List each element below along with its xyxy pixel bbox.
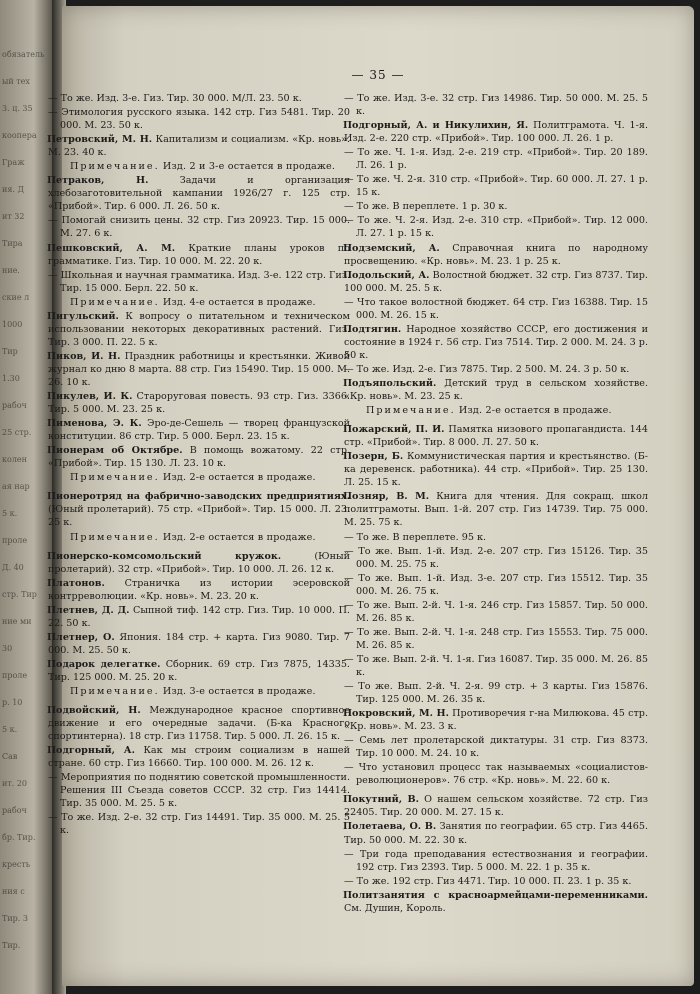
catalog-entry bbox=[48, 444, 350, 470]
entry-text: — То же. 192 стр. Гиз 4471. Тир. 10 000. П. 23. 1 р. 35 к. bbox=[344, 875, 632, 887]
left-page-fragment: ит. 20 bbox=[2, 779, 28, 788]
left-page-fragment: бр. Тир. bbox=[2, 833, 36, 842]
catalog-entry bbox=[344, 269, 648, 295]
catalog-entry bbox=[344, 626, 648, 652]
entry-author: Петраков, Н. bbox=[47, 175, 149, 187]
left-page-fragment: р. 10 bbox=[2, 698, 23, 707]
left-page-fragment: Сав bbox=[2, 752, 18, 761]
entry-text: Краткие планы уроков по грамматике. Гиз. Тир. 10 000. М. 22. 20 к. bbox=[48, 242, 350, 267]
entry-author: Пиков, И. Н. bbox=[47, 350, 121, 362]
entry-author: Позерн, Б. bbox=[343, 451, 404, 463]
entry-text: Сыпной тиф. 142 стр. Гиз. Тир. 10 000. П. 22. 50 к. bbox=[48, 604, 350, 629]
left-page-fragment: 5 к. bbox=[2, 725, 18, 734]
entry-text: — То же. Вып. 2-й. Ч. 1-я. 246 стр. Гиз 15857. Тир. 50 000. М. 26. 85 к. bbox=[344, 599, 648, 624]
note-entry bbox=[48, 160, 350, 173]
entry-text: Староруговая повесть. 93 стр. Гиз. 3366. Тир. 5 000. М. 23. 25 к. bbox=[48, 391, 350, 416]
entry-author: Подтягин. bbox=[343, 323, 402, 335]
catalog-entry bbox=[48, 604, 350, 630]
catalog-entry bbox=[48, 214, 350, 240]
left-page-fragment: рабоч bbox=[2, 806, 27, 815]
entry-text: — То же. Изд. 3-е. Гиз. Тир. 30 000. М/Л. 23. 50 к. bbox=[48, 93, 302, 104]
left-page-fragment: 1000 bbox=[2, 320, 23, 329]
entry-text: — То же. Изд. 2-е. Гиз 7875. Тир. 2 500. М. 24. 3 р. 50 к. bbox=[344, 363, 630, 375]
catalog-entry bbox=[48, 92, 350, 105]
entry-text: — То же. Вып. 2-й. Ч. 2-я. 99 стр. + 3 карты. Гиз 15876. Тир. 125 000. М. 26. 35 к. bbox=[344, 681, 648, 706]
entry-text: — То же. Вып. 2-й. Ч. 1-я. Гиз 16087. Тир. 35 000. М. 26. 85 к. bbox=[344, 653, 648, 678]
entry-author: Подарок делегатке. bbox=[47, 658, 161, 670]
entry-author: Петровский, М. Н. bbox=[47, 134, 153, 146]
entry-text: Как мы строим социализм в нашей стране. 60 стр. Гиз 16660. Тир. 100 000. М. 26. 12 к. bbox=[48, 745, 350, 770]
catalog-entry bbox=[344, 680, 648, 706]
catalog-entry bbox=[344, 653, 648, 679]
entry-text: Сборник. 69 стр. Гиз 7875, 14335. Тир. 125 000. М. 25. 20 к. bbox=[48, 658, 350, 683]
entry-text: — Школьная и научная грамматика. Изд. 3-е. 122 стр. Гиз. Тир. 15 000. Берл. 22. 50 к. bbox=[48, 269, 350, 294]
entry-text: — То же. Вып. 1-й. Изд. 3-е. 207 стр. Гиз 15512. Тир. 35 000. М. 26. 75 к. bbox=[344, 572, 648, 597]
catalog-entry bbox=[344, 531, 648, 544]
catalog-entry bbox=[344, 242, 648, 268]
left-page-fragment: ние. bbox=[2, 266, 20, 275]
left-page-fragment: проле bbox=[2, 536, 28, 545]
left-page-fragment: Тир. 3 bbox=[2, 914, 28, 923]
catalog-entry bbox=[48, 744, 350, 770]
catalog-entry bbox=[344, 377, 648, 403]
catalog-entry bbox=[48, 577, 350, 603]
catalog-entry bbox=[344, 793, 648, 819]
entry-text: Политграмота. Ч. 1-я. Изд. 2-е. 220 стр. «Прибой». Тир. 100 000. Л. 26. 1 р. bbox=[344, 120, 649, 145]
left-page-fragment: 30 bbox=[2, 644, 13, 653]
entry-author: Подземский, А. bbox=[343, 242, 440, 254]
catalog-entry bbox=[344, 820, 648, 846]
catalog-entry bbox=[48, 390, 350, 416]
left-page-fragment: колен bbox=[2, 455, 27, 464]
left-page-fragment: Тир. bbox=[2, 941, 21, 950]
entry-text: — Что установил процесс так называемых «социалистов-революционеров». 76 стр. «Кр. новь». М. 22. 60 к. bbox=[344, 762, 648, 787]
catalog-entry bbox=[344, 490, 648, 529]
entry-author: Покутний, В. bbox=[343, 794, 419, 806]
left-page-fragment: Граж bbox=[2, 158, 25, 167]
entry-text: К вопросу о питательном и техническом использовании некоторых декоративных растений. Гиз. Тир. 3 000. П. 22. 5 к. bbox=[48, 310, 350, 348]
entry-text: (Юный пролетарий). 32 стр. «Прибой». Тир. 10 000. Л. 26. 12 к. bbox=[48, 550, 350, 575]
book-page bbox=[47, 6, 694, 986]
catalog-entry bbox=[48, 242, 350, 268]
entry-text: (Юный пролетарий). 75 стр. «Прибой». Тир. 15 000. Л. 23. 25 к. bbox=[48, 504, 350, 529]
entry-text: Противоречия г-на Милюкова. 45 стр. «Кр. новь». М. 23. 3 к. bbox=[344, 708, 648, 733]
entry-text: В помощь вожатому. 22 стр. «Прибой». Тир. 15 130. Л. 23. 10 к. bbox=[48, 445, 351, 470]
entry-text: Эро-де-Сешель — творец французской конституции. 86 стр. Тир. 5 000. Берл. 23. 15 к. bbox=[48, 418, 351, 443]
note-entry bbox=[48, 471, 350, 484]
note-entry bbox=[48, 531, 350, 544]
entry-text: — Что такое волостной бюджет. 64 стр. Гиз 16388. Тир. 15 000. М. 26. 15 к. bbox=[344, 296, 648, 321]
note-text: Примечание. Изд. 2-е остается в продаже. bbox=[70, 531, 316, 543]
left-page-fragment: кресть bbox=[2, 860, 31, 869]
entry-text: — То же. Ч. 2-я. Изд. 2-е. 310 стр. «Прибой». Тир. 12 000. Л. 27. 1 р. 15 к. bbox=[344, 215, 648, 240]
note-entry bbox=[344, 404, 648, 417]
entry-author: Пионерско-комсомольский кружок. bbox=[47, 550, 282, 562]
page-number: — 35 — bbox=[351, 68, 405, 82]
note-text: Примечание. Изд. 2-е остается в продаже. bbox=[366, 405, 612, 417]
entry-author: Пионерам об Октябре. bbox=[47, 445, 183, 457]
left-page-fragment: 5 к. bbox=[2, 509, 18, 518]
catalog-entry bbox=[344, 423, 648, 449]
left-page-fragment: рабоч bbox=[2, 401, 27, 410]
entry-author: Подгорный, А. и Никулихин, Я. bbox=[343, 120, 529, 132]
left-page-fragment: ия. Д bbox=[2, 185, 24, 194]
left-page-fragment: 1.30 bbox=[2, 374, 20, 383]
note-text: Примечание. Изд. 2-е остается в продаже. bbox=[70, 472, 316, 484]
entry-author: Позняр, В. М. bbox=[343, 491, 430, 503]
catalog-entry bbox=[48, 133, 350, 159]
entry-author: Полетаева, О. В. bbox=[343, 821, 437, 833]
left-page-fragment: обязатель bbox=[2, 50, 45, 59]
right-column bbox=[344, 92, 648, 916]
entry-text: Коммунистическая партия и крестьянство. (Б-ка деревенск. работника). 44 стр. «Прибой». Тир. 25 130. Л. 25. 15 к. bbox=[344, 451, 648, 489]
entry-text: Детский труд в сельском хозяйстве. «Кр. новь». М. 23. 25 к. bbox=[344, 377, 648, 403]
entry-author: Пигульский. bbox=[47, 310, 119, 322]
catalog-entry bbox=[48, 174, 350, 213]
catalog-entry bbox=[48, 704, 350, 743]
entry-text: — Семь лет пролетарской диктатуры. 31 стр. Гиз 8373. Тир. 10 000. М. 24. 10 к. bbox=[344, 735, 648, 760]
note-entry bbox=[48, 296, 350, 309]
catalog-entry bbox=[344, 599, 648, 625]
catalog-entry bbox=[48, 417, 350, 443]
catalog-entry bbox=[344, 848, 648, 874]
entry-text: Международное красное спортивное движение и его очередные задачи. (Б-ка Красного спортинтерна). 18 стр. Гиз 11758. Тир. 5 000. Л. 26. 15 к. bbox=[48, 705, 351, 743]
entry-text: Капитализм и социализм. «Кр. новь». М. 23. 40 к. bbox=[48, 134, 350, 159]
catalog-entry bbox=[344, 119, 648, 145]
entry-text: — Помогай снизить цены. 32 стр. Гиз 20923. Тир. 15 000. М. 27. 6 к. bbox=[48, 215, 350, 240]
catalog-entry bbox=[344, 146, 648, 172]
entry-text: Справочная книга по народному просвещению. «Кр. новь». М. 23. 1 р. 25 к. bbox=[344, 242, 648, 267]
entry-author: Подольский, А. bbox=[343, 269, 430, 281]
note-entry bbox=[48, 685, 350, 698]
entry-author: Политзанятия с красноармейцами-переменниками. bbox=[343, 889, 648, 901]
entry-text: — То же. Ч. 1-я. Изд. 2-е. 219 стр. «Прибой». Тир. 20 189. Л. 26. 1 р. bbox=[344, 147, 648, 172]
left-page-fragment: Тир bbox=[2, 347, 18, 356]
left-page-fragment: Д. 40 bbox=[2, 563, 24, 572]
catalog-entry bbox=[48, 269, 350, 295]
catalog-entry bbox=[48, 811, 350, 837]
entry-text: Книга для чтения. Для сокращ. школ политграмоты. Вып. 1-й. 207 стр. Гиз 14739. Тир. 75 000. М. 25. 75 к. bbox=[344, 491, 648, 529]
catalog-entry bbox=[344, 323, 648, 362]
catalog-entry bbox=[344, 450, 648, 489]
catalog-entry bbox=[48, 310, 350, 349]
catalog-entry bbox=[48, 771, 350, 810]
entry-author: Плетнев, Д. Д. bbox=[47, 604, 130, 616]
catalog-entry bbox=[344, 761, 648, 787]
left-page-fragment: коопера bbox=[2, 131, 37, 140]
entry-author: Пионеротряд на фабрично-заводских предприятиях. bbox=[47, 491, 350, 503]
entry-text: — То же. Изд. 2-е. 32 стр. Гиз 14491. Тир. 35 000. М. 25. 5 к. bbox=[48, 812, 350, 837]
catalog-entry bbox=[344, 92, 648, 118]
catalog-entry bbox=[344, 707, 648, 733]
left-page-fragment: ый тех bbox=[2, 77, 30, 86]
left-page-fragment: ния с bbox=[2, 887, 25, 896]
catalog-entry bbox=[344, 545, 648, 571]
catalog-entry bbox=[344, 214, 648, 240]
entry-text: — То же. В переплете. 1 р. 30 к. bbox=[344, 201, 508, 213]
entry-text: — То же. Вып. 2-й. Ч. 1-я. 248 стр. Гиз 15553. Тир. 75 000. М. 26. 85 к. bbox=[344, 626, 648, 651]
entry-text: Народное хозяйство СССР, его достижения и состояние в 1924 г. 56 стр. Гиз 7514. Тир. 2 000. М. 24. 3 р. 50 к. bbox=[344, 323, 648, 361]
catalog-entry bbox=[344, 200, 648, 213]
entry-author: Подъяпольский. bbox=[343, 377, 437, 389]
entry-text: — То же. Ч. 2-я. 310 стр. «Прибой». Тир. 60 000. Л. 27. 1 р. 15 к. bbox=[344, 174, 648, 199]
left-page-fragment: 3. ц. 35 bbox=[2, 104, 33, 113]
entry-text: — Мероприятия по поднятию советской промышленности. Решения III Съезда советов СССР. 32 стр. Гиз 14414. Тир. 35 000. М. 25. 5 к. bbox=[48, 772, 350, 810]
left-page-fragment: ние ми bbox=[2, 617, 32, 626]
entry-author: Пименова, Э. К. bbox=[47, 418, 142, 430]
entry-text: Занятия по географии. 65 стр. Гиз 4465. Тир. 50 000. М. 22. 30 к. bbox=[344, 821, 649, 846]
catalog-entry bbox=[48, 350, 350, 389]
entry-text: Праздник работницы и крестьянки. Живой журнал ко дню 8 марта. 88 стр. Гиз 15490. Тир. 15 000. М. 26. 10 к. bbox=[48, 350, 350, 388]
entry-text: Задачи и организация хлебозаготовительной кампании 1926/27 г. 125 стр. «Прибой». Тир. 6 000. Л. 26. 50 к. bbox=[48, 175, 350, 213]
entry-text: О нашем сельском хозяйстве. 72 стр. Гиз 22405. Тир. 20 000. М. 27. 15 к. bbox=[344, 794, 649, 819]
note-text: Примечание. Изд. 4-е остается в продаже. bbox=[70, 296, 316, 308]
left-page-fragment: ские л bbox=[2, 293, 30, 302]
left-page-fragment: 25 стр. bbox=[2, 428, 32, 437]
catalog-entry bbox=[48, 550, 350, 576]
entry-author: Покровский, М. Н. bbox=[343, 708, 449, 720]
entry-author: Пожарский, П. И. bbox=[343, 424, 445, 436]
entry-text: Памятка низового пропагандиста. 144 стр. «Прибой». Тир. 8 000. Л. 27. 50 к. bbox=[344, 424, 648, 449]
catalog-entry bbox=[344, 173, 648, 199]
entry-text: Страничка из истории эсеровской контрреволюции. «Кр. новь». М. 23. 20 к. bbox=[48, 577, 350, 602]
catalog-entry bbox=[48, 106, 350, 132]
left-page-fragment: ая нар bbox=[2, 482, 30, 491]
entry-text: — То же. Изд. 3-е. 32 стр. Гиз 14986. Тир. 50 000. М. 25. 5 к. bbox=[344, 93, 648, 118]
entry-author: Плетнер, О. bbox=[47, 631, 115, 643]
entry-author: Подгорный, А. bbox=[47, 745, 135, 757]
left-page-fragment: Тира bbox=[2, 239, 23, 248]
catalog-entry bbox=[344, 734, 648, 760]
left-column bbox=[48, 92, 350, 839]
left-page-fragment: проле bbox=[2, 671, 28, 680]
catalog-entry bbox=[48, 658, 350, 684]
entry-author: Пикулев, И. К. bbox=[47, 391, 133, 403]
entry-text: — Три года преподавания естествознания и географии. 192 стр. Гиз 2393. Тир. 5 000. М. 22. 1 р. 35 к. bbox=[344, 848, 648, 873]
note-text: Примечание. Изд. 2 и 3-е остается в продаже. bbox=[70, 161, 336, 173]
catalog-entry bbox=[344, 572, 648, 598]
catalog-entry bbox=[344, 363, 648, 376]
entry-author: Подвойский, Н. bbox=[47, 705, 141, 717]
left-page-fragment: стр. Тир bbox=[2, 590, 37, 599]
entry-text: Япония. 184 стр. + карта. Гиз 9080. Тир. 7 000. М. 25. 50 к. bbox=[48, 631, 350, 656]
catalog-entry bbox=[48, 631, 350, 657]
note-text: Примечание. Изд. 3-е остается в продаже. bbox=[70, 686, 316, 698]
catalog-entry bbox=[344, 889, 648, 915]
entry-author: Пешковский, А. М. bbox=[47, 242, 176, 254]
entry-author: Платонов. bbox=[47, 577, 105, 589]
entry-text: — Этимология русского языка. 142 стр. Гиз 5481. Тир. 20 000. М. 23. 50 к. bbox=[48, 107, 350, 132]
entry-text: Волостной бюджет. 32 стр. Гиз 8737. Тир. 100 000. М. 25. 5 к. bbox=[344, 269, 648, 294]
catalog-entry bbox=[344, 875, 648, 888]
catalog-entry bbox=[48, 490, 350, 529]
entry-text: — То же. Вып. 1-й. Изд. 2-е. 207 стр. Гиз 15126. Тир. 35 000. М. 25. 75 к. bbox=[344, 545, 648, 570]
catalog-entry bbox=[344, 296, 648, 322]
entry-text: См. Душин, Король. bbox=[344, 902, 446, 914]
entry-text: — То же. В переплете. 95 к. bbox=[344, 531, 487, 543]
left-page-fragment: ит 32 bbox=[2, 212, 25, 221]
